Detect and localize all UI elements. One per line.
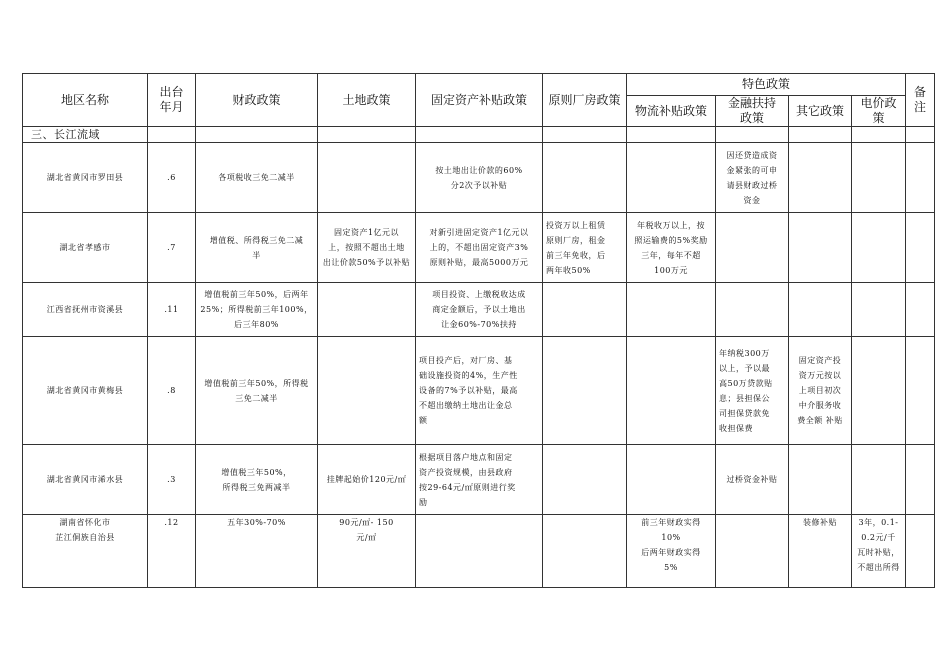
cell-logistics [627,143,716,213]
cell-logistics [627,337,716,445]
cell-fixed-asset: 按土地出让价款的60% 分2次予以补贴 [416,143,543,213]
policy-table [22,73,935,588]
cell-fixed-asset: 项目投产后，对厂房、基 础设施投资的4%，生产性 设备的7%予以补贴，最高 不超出缴纳土地出让金总 额 [416,337,543,445]
cell-finance: 因还贷造成资 金紧张的可申 请县财政过桥 资金 [716,143,789,213]
cell-finance: 过桥资金补贴 [716,445,789,515]
cell-other: 固定资产投 资万元按以 上项目初次 中介服务收 费全额 补贴 [789,337,852,445]
cell-finance [716,515,789,588]
cell-land: 挂牌起始价120元/㎡ [318,445,416,515]
cell-remarks [906,445,935,515]
cell-finance: 年纳税300万 以上，予以最 高50万贷款贴 息；县担保公 司担保贷款免 收担保费 [716,337,789,445]
header-land: 土地政策 [318,74,416,127]
cell-logistics [627,283,716,337]
cell-electricity: 3年，0.1- 0.2元/千 瓦时补贴， 不超出所得 [852,515,906,588]
header-date: 出台 年月 [148,74,196,127]
table-body [23,127,935,588]
header-remarks: 备 注 [906,74,935,127]
cell-remarks [906,143,935,213]
header-region: 地区名称 [23,74,148,127]
cell-remarks [906,213,935,283]
cell-electricity [852,337,906,445]
cell-fixed-asset: 对新引进固定资产1亿元以 上的，不超出固定资产3% 原则补贴，最高5000万元 [416,213,543,283]
table-row [23,143,935,213]
cell-logistics: 年税收万以上，按 照运输费的5%奖励 三年，每年不超 100万元 [627,213,716,283]
cell-fiscal: 增值税前三年50%，后两年 25%；所得税前三年100%， 后三年80% [196,283,318,337]
table-row [23,213,935,283]
cell-region: 湖北省黄冈市罗田县 [23,143,148,213]
cell-finance [716,213,789,283]
cell-logistics [627,445,716,515]
cell-fixed-asset: 根据项目落户地点和固定 资产投资规模，由县政府 按29-64元/㎡原则进行奖 励 [416,445,543,515]
header-fiscal: 财政政策 [196,74,318,127]
cell-other [789,445,852,515]
table-row [23,515,935,588]
section-title: 三、长江流域 [23,127,148,143]
cell-fiscal: 五年30%-70% [196,515,318,588]
cell-fiscal: 增值税三年50%， 所得税三免两减半 [196,445,318,515]
cell-date: .7 [148,213,196,283]
cell-land [318,337,416,445]
cell-factory [543,283,627,337]
cell-factory [543,515,627,588]
table-row [23,283,935,337]
cell-land [318,143,416,213]
cell-finance [716,283,789,337]
cell-region: 江西省抚州市资溪县 [23,283,148,337]
cell-other [789,213,852,283]
table-row [23,337,935,445]
cell-logistics: 前三年财政实得 10% 后两年财政实得 5% [627,515,716,588]
cell-other [789,143,852,213]
cell-land: 90元/㎡- 150 元/㎡ [318,515,416,588]
header-other: 其它政策 [789,96,852,127]
cell-fiscal: 各项税收三免二减半 [196,143,318,213]
cell-land: 固定资产1亿元以 上，按照不超出土地 出让价款50%予以补贴 [318,213,416,283]
header-fixed-asset: 固定资产补贴政策 [416,74,543,127]
cell-electricity [852,283,906,337]
header-special: 特色政策 [627,74,906,96]
header-finance: 金融扶持 政策 [716,96,789,127]
cell-date: .8 [148,337,196,445]
cell-land [318,283,416,337]
cell-electricity [852,143,906,213]
cell-region: 湖北省孝感市 [23,213,148,283]
section-row [23,127,935,143]
cell-factory [543,143,627,213]
table-row [23,445,935,515]
cell-factory: 投资万以上租赁 原则厂房，租金 前三年免收，后 两年收50% [543,213,627,283]
table-header [23,74,935,127]
cell-remarks [906,515,935,588]
cell-fixed-asset [416,515,543,588]
cell-region: 湖北省黄冈市浠水县 [23,445,148,515]
header-electricity: 电价政策 [852,96,906,127]
cell-region: 湖北省黄冈市黄梅县 [23,337,148,445]
cell-date: .6 [148,143,196,213]
cell-remarks [906,283,935,337]
cell-region: 湖南省怀化市 芷江侗族自治县 [23,515,148,588]
cell-remarks [906,337,935,445]
cell-electricity [852,445,906,515]
cell-factory [543,337,627,445]
cell-fiscal: 增值税前三年50%，所得税 三免二减半 [196,337,318,445]
policy-document [22,73,934,588]
cell-date: .12 [148,515,196,588]
cell-fixed-asset: 项目投资、上缴税收达成 商定金额后，予以土地出 让金60%-70%扶持 [416,283,543,337]
header-factory: 原则厂房政策 [543,74,627,127]
cell-date: .11 [148,283,196,337]
cell-other: 装修补贴 [789,515,852,588]
cell-other [789,283,852,337]
cell-electricity [852,213,906,283]
cell-factory [543,445,627,515]
cell-date: .3 [148,445,196,515]
cell-fiscal: 增值税、所得税三免二减 半 [196,213,318,283]
header-logistics: 物流补贴政策 [627,96,716,127]
